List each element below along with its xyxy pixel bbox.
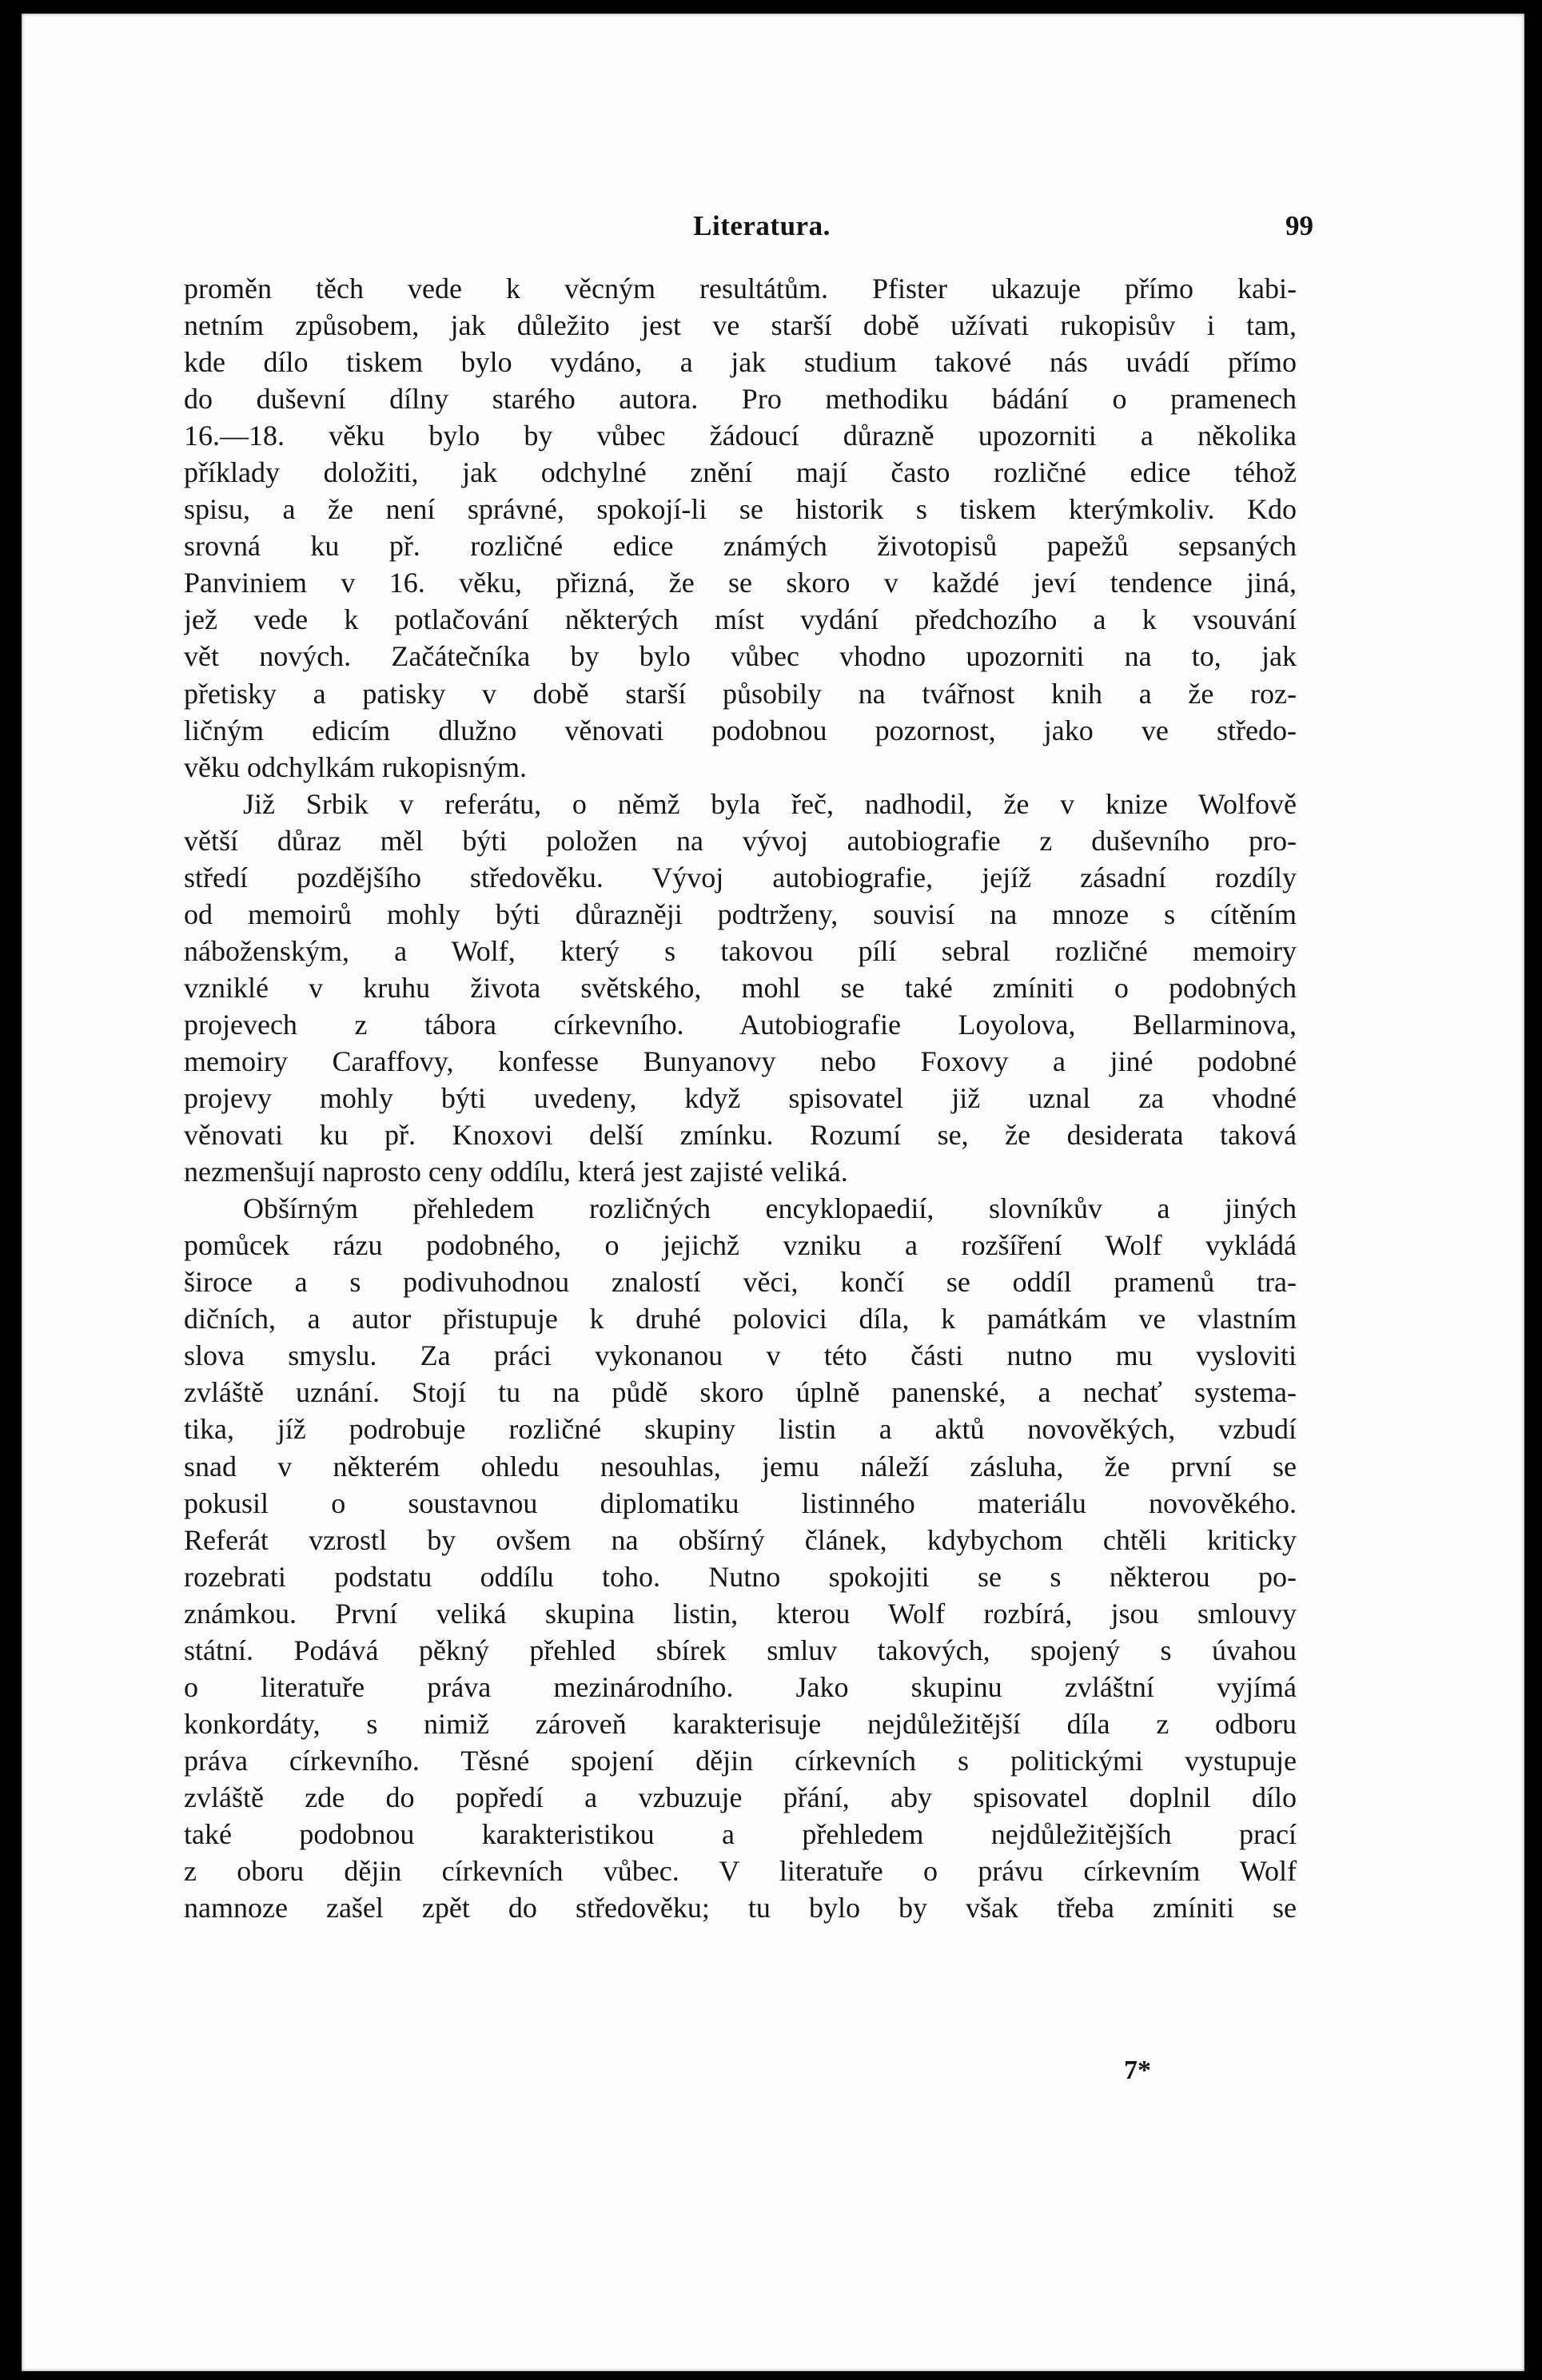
body-text — [184, 270, 1297, 1926]
text-line: státní. Podává pěkný přehled sbírek smluv takových, spojený s úvahou — [184, 1634, 1297, 1666]
text-line: proměn těch vede k věcným resultátům. Pfister ukazuje přímo kabi- — [184, 273, 1297, 304]
text-line: projevy mohly býti uvedeny, když spisovatel již uznal za vhodné — [184, 1082, 1297, 1115]
text-line: projevech z tábora církevního. Autobiografie Loyolova, Bellarminova, — [184, 1008, 1297, 1041]
text-line: široce a s podivuhodnou znalostí věci, končí se oddíl pramenů tra- — [184, 1266, 1297, 1299]
text-line: náboženským, a Wolf, který s takovou pílí sebral rozličné memoiry — [184, 934, 1297, 967]
running-title: Literatura. — [693, 210, 831, 241]
text-line: konkordáty, s nimiž zároveň karakterisuje nejdůležitější díla z odboru — [184, 1707, 1297, 1740]
text-line: vzniklé v kruhu života světského, mohl se také zmíniti o podobných — [184, 971, 1297, 1004]
text-line: Panviniem v 16. věku, přizná, že se skoro v každé jeví tendence jiná, — [184, 567, 1297, 599]
text-line: o literatuře práva mezinárodního. Jako skupinu zvláštní vyjímá — [184, 1670, 1297, 1703]
text-line: kde dílo tiskem bylo vydáno, a jak studium takové nás uvádí přímo — [184, 346, 1297, 379]
signature-mark: 7* — [1124, 2056, 1151, 2085]
text-line: zvláště uznání. Stojí tu na půdě skoro úplně panenské, a nechať systema- — [184, 1376, 1297, 1409]
text-line: Referát vzrostl by ovšem na obšírný článek, kdybychom chtěli kriticky — [184, 1523, 1297, 1556]
text-line: z oboru dějin církevních vůbec. V literatuře o právu církevním Wolf — [184, 1855, 1297, 1888]
text-line: nezmenšují naprosto ceny oddílu, která jest zajisté veliká. — [184, 1156, 848, 1188]
text-line: pomůcek rázu podobného, o jejichž vzniku a rozšíření Wolf vykládá — [184, 1229, 1297, 1262]
text-line: vět nových. Začátečníka by bylo vůbec vhodno upozorniti na to, jak — [184, 640, 1297, 673]
text-line: zvláště zde do popředí a vzbuzuje přání, aby spisovatel doplnil dílo — [184, 1781, 1297, 1813]
text-line: ličným edicím dlužno věnovati podobnou pozornost, jako ve středo- — [184, 714, 1297, 746]
paragraph — [184, 786, 1297, 1191]
text-line: příklady doložiti, jak odchylné znění mají často rozličné edice téhož — [184, 456, 1297, 489]
text-line: do duševní dílny starého autora. Pro methodiku bádání o pramenech — [184, 383, 1297, 416]
text-line: memoiry Caraffovy, konfesse Bunyanovy nebo Foxovy a jiné podobné — [184, 1045, 1297, 1077]
text-line: práva církevního. Těsné spojení dějin církevních s politickými vystupuje — [184, 1744, 1297, 1777]
paragraph — [184, 270, 1297, 786]
text-line: od memoirů mohly býti důrazněji podtrženy, souvisí na mnoze s cítěním — [184, 897, 1297, 930]
text-line: přetisky a patisky v době starší působily na tvářnost knih a že roz- — [184, 677, 1297, 710]
text-line: známkou. První veliká skupina listin, kterou Wolf rozbírá, jsou smlouvy — [184, 1597, 1297, 1630]
text-line: netním způsobem, jak důležito jest ve starší době užívati rukopisův i tam, — [184, 309, 1297, 342]
text-line: věku odchylkám rukopisným. — [184, 750, 527, 783]
page-header — [205, 210, 1318, 250]
text-line: namnoze zašel zpět do středověku; tu bylo by však třeba zmíniti se — [184, 1892, 1297, 1924]
text-line: tika, jíž podrobuje rozličné skupiny listin a aktů novověkých, vzbudí — [184, 1413, 1297, 1446]
text-line: snad v některém ohledu nesouhlas, jemu náleží zásluha, že první se — [184, 1450, 1297, 1483]
paragraph — [184, 1190, 1297, 1926]
text-line: srovná ku př. rozličné edice známých životopisů papežů sepsaných — [184, 530, 1297, 563]
text-line: větší důraz měl býti položen na vývoj autobiografie z duševního pro- — [184, 824, 1297, 857]
text-line: rozebrati podstatu oddílu toho. Nutno spokojiti se s některou po- — [184, 1560, 1297, 1593]
text-line: 16.—18. věku bylo by vůbec žádoucí důrazně upozorniti a několika — [184, 420, 1297, 452]
text-line: pokusil o soustavnou diplomatiku listinného materiálu novověkého. — [184, 1487, 1297, 1519]
page-number: 99 — [1285, 210, 1313, 241]
text-line: Již Srbik v referátu, o němž byla řeč, nadhodil, že v knize Wolfově — [243, 787, 1297, 820]
text-line: spisu, a že není správné, spokojí-li se historik s tiskem kterýmkoliv. Kdo — [184, 493, 1297, 526]
text-line: také podobnou karakteristikou a přehledem nejdůležitějších prací — [184, 1817, 1297, 1850]
text-line: slova smyslu. Za práci vykonanou v této části nutno mu vysloviti — [184, 1339, 1297, 1372]
text-line: středí pozdějšího středověku. Vývoj autobiografie, jejíž zásadní rozdíly — [184, 861, 1297, 893]
text-line: dičních, a autor přistupuje k druhé polovici díla, k památkám ve vlastním — [184, 1303, 1297, 1335]
text-line: jež vede k potlačování některých míst vydání předchozího a k vsouvání — [184, 603, 1297, 636]
text-line: věnovati ku př. Knoxovi delší zmínku. Rozumí se, že desiderata taková — [184, 1119, 1297, 1152]
text-line: Obšírným přehledem rozličných encyklopaedií, slovníkův a jiných — [243, 1192, 1297, 1225]
